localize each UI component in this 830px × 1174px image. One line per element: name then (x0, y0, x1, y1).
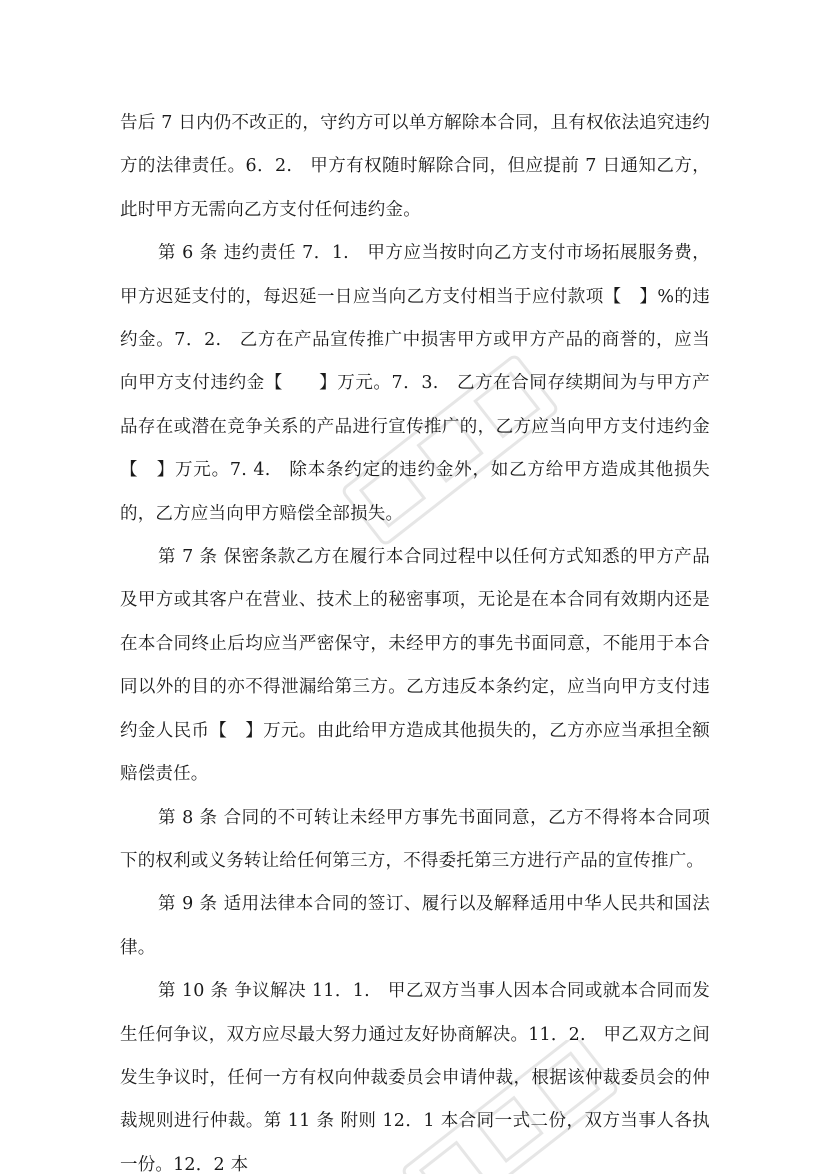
paragraph-article-10-11: 第 10 条 争议解决 11．1. 甲乙双方当事人因本合同或就本合同而发生任何争议，双方应尽最大努力通过友好协商解决。11．2. 甲乙双方之间发生争议时，任何一方有权向仲裁委员会申请仲裁，根据该仲裁委员会的仲裁规则进行仲裁。第 11 条 附则 12．1 本合同一式二份，双方当事人各执一份。12．2 本 (120, 981, 710, 1174)
paragraph-article-7: 第 7 条 保密条款乙方在履行本合同过程中以任何方式知悉的甲方产品及甲方或其客户在营业、技术上的秘密事项，无论是在本合同有效期内还是在本合同终止后均应当严密保守，未经甲方的事先书面同意，不能用于本合同以外的目的亦不得泄漏给第三方。乙方违反本条约定，应当向甲方支付违约金人民币【 】万元。由此给甲方造成其他损失的，乙方亦应当承担全额赔偿责任。 (120, 547, 710, 785)
paragraph-article-9: 第 9 条 适用法律本合同的签订、履行以及解释适用中华人民共和国法律。 (120, 894, 710, 958)
document-body (120, 102, 710, 1174)
paragraph-continuation: 告后 7 日内仍不改正的，守约方可以单方解除本合同，且有权依法追究违约方的法律责任。6．2. 甲方有权随时解除合同，但应提前 7 日通知乙方，此时甲方无需向乙方支付任何违约金。 (120, 113, 710, 220)
paragraph-article-6: 第 6 条 违约责任 7．1. 甲方应当按时向乙方支付市场拓展服务费，甲方迟延支付的，每迟延一日应当向乙方支付相当于应付款项【 】%的违约金。7．2. 乙方在产品宣传推广中损害甲方或甲方产品的商誉的，应当向甲方支付违约金【 】万元。7．3. 乙方在合同存续期间为与甲方产品存在或潜在竞争关系的产品进行宣传推广的，乙方应当向甲方支付违约金【 】万元。7. 4. 除本条约定的违约金外，如乙方给甲方造成其他损失的，乙方应当向甲方赔偿全部损失。 (120, 243, 710, 524)
paragraph-article-8: 第 8 条 合同的不可转让未经甲方事先书面同意，乙方不得将本合同项下的权利或义务转让给任何第三方，不得委托第三方进行产品的宣传推广。 (120, 807, 710, 871)
